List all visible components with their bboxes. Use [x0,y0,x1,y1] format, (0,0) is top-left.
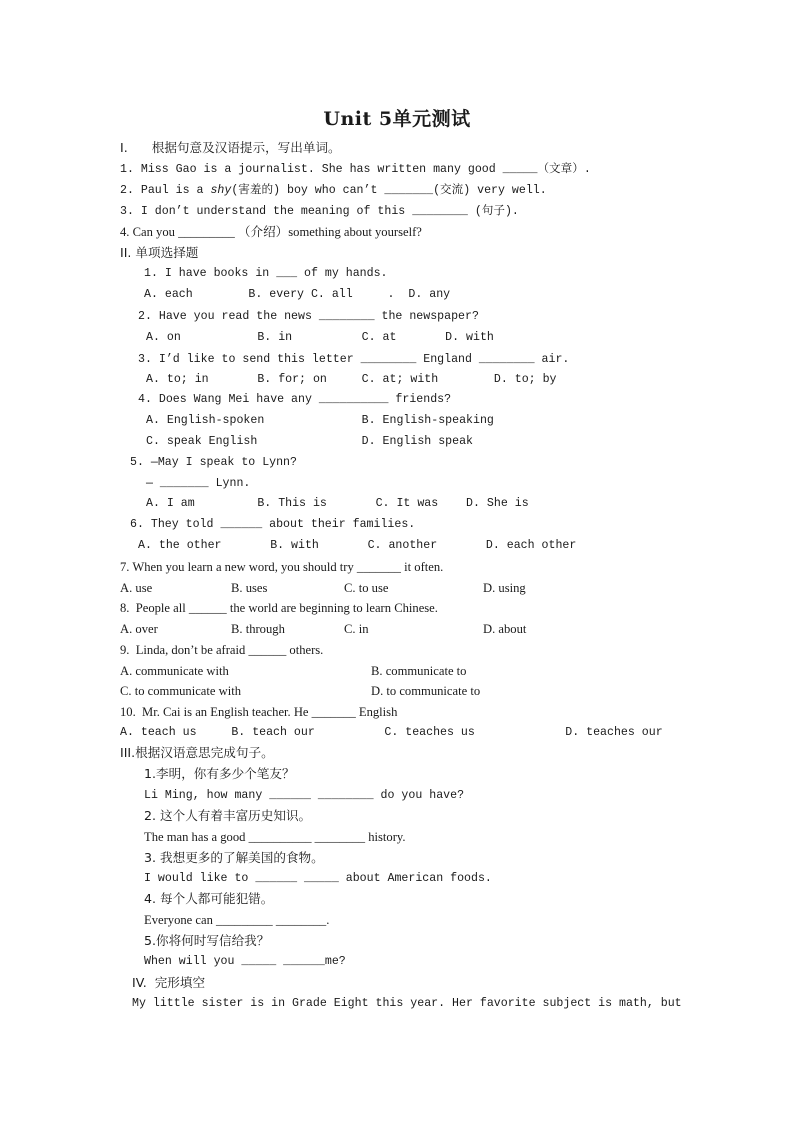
q1-stem: 1. I have books in ___ of my hands. [144,267,388,280]
section-1-item-3: 3. I don’t understand the meaning of this ________ (句子). [120,205,519,218]
item-2-rest: (害羞的) boy who can’t _______(交流) very well. [231,184,547,197]
q2-options: A. on B. in C. at D. with [146,331,494,344]
section-2-heading: II. 单项选择题 [120,245,199,260]
cloze-passage-line-1: My little sister is in Grade Eight this year. Her favorite subject is math, but [132,997,682,1010]
q2-stem: 2. Have you read the news ________ the newspaper? [138,310,479,323]
s3-item-2-chinese: 2. 这个人有着丰富历史知识。 [144,808,312,823]
q10-stem: 10. Mr. Cai is an English teacher. He _______ English [120,705,398,719]
q8-option-a: A. over [120,622,158,636]
s3-item-3-english: I would like to ______ _____ about American foods. [144,872,492,885]
section-1-item-4: 4. Can you _________ （介绍）something about yourself? [120,225,422,239]
q9-option-c: C. to communicate with [120,684,242,698]
q6-stem: 6. They told ______ about their families. [130,518,416,531]
page-title: Unit 5单元测试 [323,108,471,130]
q7-option-b: B. uses [231,581,268,595]
section-1-item-2 [120,185,547,197]
q7-option-d: D. using [483,581,526,595]
q9-option-b: B. communicate to [371,664,467,678]
q7-stem: 7. When you learn a new word, you should try _______ it often. [120,560,444,574]
s3-item-4-chinese: 4. 每个人都可能犯错。 [144,891,274,906]
q9-stem: 9. Linda, don’t be afraid ______ others. [120,643,324,657]
q4-options-row-2: C. speak English D. English speak [146,435,473,448]
q9-option-d: D. to communicate to [371,684,481,698]
s3-item-3-chinese: 3. 我想更多的了解美国的食物。 [144,850,324,865]
q8-option-c: C. in [344,622,369,636]
q6-options: A. the other B. with C. another D. each other [138,539,577,552]
q4-options-row-1: A. English-spoken B. English-speaking [146,414,494,427]
q8-option-d: D. about [483,622,527,636]
q3-stem: 3. I’d like to send this letter ________ England ________ air. [138,353,570,366]
s3-item-2-english: The man has a good __________ ________ history. [144,830,406,844]
s3-item-4-english: Everyone can _________ ________. [144,913,330,927]
q10-options: A. teach us B. teach our C. teaches us D. teaches our [120,726,663,739]
q1-options: A. each B. every C. all . D. any [144,288,451,301]
q5-options: A. I am B. This is C. It was D. She is [146,497,529,510]
q9-option-a: A. communicate with [120,664,229,678]
section-1-item-1: 1. Miss Gao is a journalist. She has written many good _____（文章）. [120,163,591,176]
section-4-heading: IV. 完形填空 [132,975,206,990]
s3-item-5-chinese: 5.你将何时写信给我？ [144,933,270,948]
q8-stem: 8. People all ______ the world are beginning to learn Chinese. [120,601,438,615]
q7-option-c: C. to use [344,581,389,595]
section-3-heading: III.根据汉语意思完成句子。 [120,745,274,760]
q4-stem: 4. Does Wang Mei have any __________ friends? [138,393,452,406]
item-2-lead: 2. Paul is a [120,184,211,197]
q3-options: A. to; in B. for; on C. at; with D. to; by [146,373,557,386]
item-2-word: shy [210,184,232,197]
s3-item-1-chinese: 1.李明，你有多少个笔友？ [144,766,295,781]
s3-item-1-english: Li Ming, how many ______ ________ do you have? [144,789,465,802]
section-1-heading: I. 根据句意及汉语提示，写出单词。 [120,140,341,155]
q8-option-b: B. through [231,622,285,636]
q5-response: — _______ Lynn. [146,477,251,490]
s3-item-5-english: When will you _____ ______me? [144,955,346,968]
q7-option-a: A. use [120,581,153,595]
q5-stem: 5. —May I speak to Lynn? [130,456,297,469]
